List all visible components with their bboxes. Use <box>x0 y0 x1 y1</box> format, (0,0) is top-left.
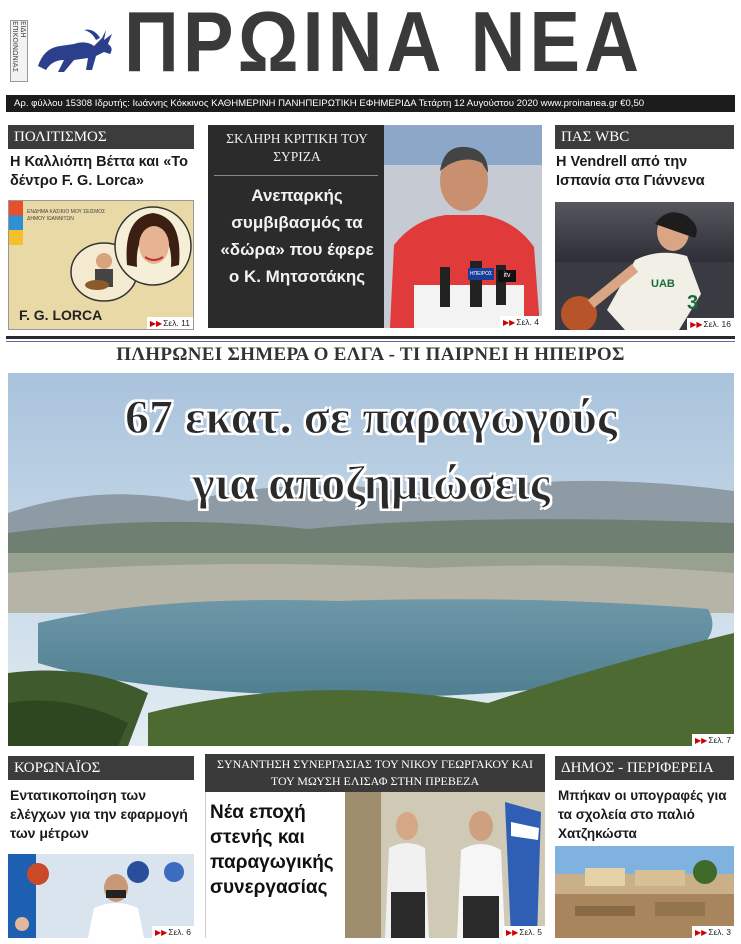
page-ref-text: Σελ. 7 <box>708 735 731 745</box>
seal-text: ΕΙΔΗ ΕΠΙΚΟΙΝΩΝΙΑΣ <box>11 21 27 73</box>
page-ref-text: Σελ. 4 <box>516 317 539 327</box>
postal-seal <box>10 20 28 82</box>
main-headline[interactable] <box>8 385 734 517</box>
main-headline-line1: 67 εκατ. σε παραγωγούς <box>124 391 618 444</box>
meeting-headline[interactable]: Νέα εποχή στενής και παραγωγικής συνεργασίας <box>210 802 334 898</box>
basketball-player <box>555 202 734 330</box>
section-divider <box>6 336 735 339</box>
page-ref-pas[interactable] <box>687 318 734 330</box>
poster-color-bars <box>9 201 23 245</box>
poster-small-text: ΕΝΔΗΜΑ ΚΑΣΙΚΙΟ ΜΟΥ ΣΕΙΣΜΟΣ ΔΗΜΟΥ ΙΩΑΝΝΙΤΩΝ <box>27 209 106 222</box>
syriza-headline[interactable]: Ανεπαρκής συμβιβασμός τα «δώρα» που έφερε ο Κ. Μητσοτάκης <box>220 186 374 286</box>
meeting-photo[interactable] <box>345 792 545 938</box>
coronavirus-headline[interactable]: Εντατικοποίηση των ελέγχων για την εφαρμογή των μέτρων <box>10 787 188 841</box>
category-header-coronavirus: ΚΟΡΩΝΑΪΟΣ <box>8 756 194 780</box>
woman-portrait <box>113 205 193 287</box>
arrow-icon: ▶▶ <box>694 736 708 745</box>
syriza-divider <box>214 175 378 176</box>
arrow-icon: ▶▶ <box>694 928 708 937</box>
page-ref-municipality[interactable] <box>692 926 734 938</box>
category-header-culture: ΠΟΛΙΤΙΣΜΟΣ <box>8 125 194 149</box>
section-divider-blue <box>6 341 735 342</box>
main-kicker: ΠΛΗΡΩΝΕΙ ΣΗΜΕΡΑ Ο ΕΛΓΑ - ΤΙ ΠΑΙΡΝΕΙ Η ΗΠΕΙΡΟΣ <box>116 344 625 365</box>
masthead-title: ΠΡΩΙΝΑ ΝΕΑ <box>124 0 643 91</box>
culture-headline[interactable]: Η Καλλιόπη Βέττα και «Το δέντρο F. G. Lorca» <box>10 154 188 189</box>
lorca-poster-image[interactable] <box>8 200 194 330</box>
page-ref-coronavirus[interactable] <box>152 926 194 938</box>
page-ref-text: Σελ. 6 <box>168 927 191 937</box>
press-conference-photo[interactable] <box>8 854 194 938</box>
page-ref-text: Σελ. 11 <box>163 318 190 328</box>
jersey-number: 3 <box>687 292 699 314</box>
mic-label-itv: itv <box>498 270 516 282</box>
page-ref-main[interactable] <box>692 734 734 746</box>
school-site-photo[interactable] <box>555 846 734 938</box>
issue-info-bar: Αρ. φύλλου 15308 Ιδρυτής: Ιωάννης Κόκκινος ΚΑΘΗΜΕΡΙΝΗ ΠΑΝΗΠΕΙΡΩΤΙΚΗ ΕΦΗΜΕΡΙΔΑ Τετάρτη 12 Αυγούστου 2020 www.proinanea.gr €0,50 <box>6 95 735 112</box>
arrow-icon: ▶▶ <box>502 318 516 327</box>
main-headline-line2: για αποζημιώσεις <box>192 457 550 510</box>
syriza-category: ΣΚΛΗΡΗ ΚΡΙΤΙΚΗ ΤΟΥ ΣΥΡΙΖΑ <box>226 131 368 164</box>
category-header-municipality: ΔΗΜΟΣ - ΠΕΡΙΦΕΡΕΙΑ <box>555 756 734 780</box>
politician-figure <box>384 135 542 328</box>
arrow-icon: ▶▶ <box>154 928 168 937</box>
page-ref-text: Σελ. 3 <box>708 927 731 937</box>
category-header-pas: ΠΑΣ WBC <box>555 125 734 149</box>
goat-logo-icon <box>34 26 120 78</box>
page-ref-text: Σελ. 16 <box>703 319 731 329</box>
arrow-icon: ▶▶ <box>149 319 163 328</box>
page-ref-text: Σελ. 5 <box>519 927 542 937</box>
page-ref-meeting[interactable] <box>503 926 545 938</box>
basketball-photo[interactable] <box>555 202 734 330</box>
page-ref-syriza[interactable] <box>500 316 542 328</box>
lorca-caption: F. G. LORCA <box>19 307 103 323</box>
politician-press-photo[interactable] <box>384 125 542 328</box>
arrow-icon: ▶▶ <box>690 320 703 329</box>
meeting-category: ΣΥΝΑΝΤΗΣΗ ΣΥΝΕΡΓΑΣΙΑΣ ΤΟΥ ΝΙΚΟΥ ΓΕΩΡΓΑΚΟΥ ΚΑΙ ΤΟΥ ΜΩΥΣΗ ΕΛΙΣΑΦ ΣΤΗΝ ΠΡΕΒΕΖΑ <box>205 754 545 792</box>
mic-label-epirus: ΗΠΕΙΡΟΣ <box>468 268 494 280</box>
arrow-icon: ▶▶ <box>505 928 519 937</box>
construction-site <box>555 846 734 938</box>
pas-headline[interactable]: Η Vendrell από την Ισπανία στα Γιάννενα <box>556 154 705 189</box>
two-men-figures <box>345 792 545 938</box>
jersey-text: UAB <box>651 278 675 290</box>
page-ref-culture[interactable] <box>147 317 193 329</box>
municipality-headline[interactable]: Μπήκαν οι υπογραφές για τα σχολεία στο παλιό Χατζηκώστα <box>558 788 727 841</box>
